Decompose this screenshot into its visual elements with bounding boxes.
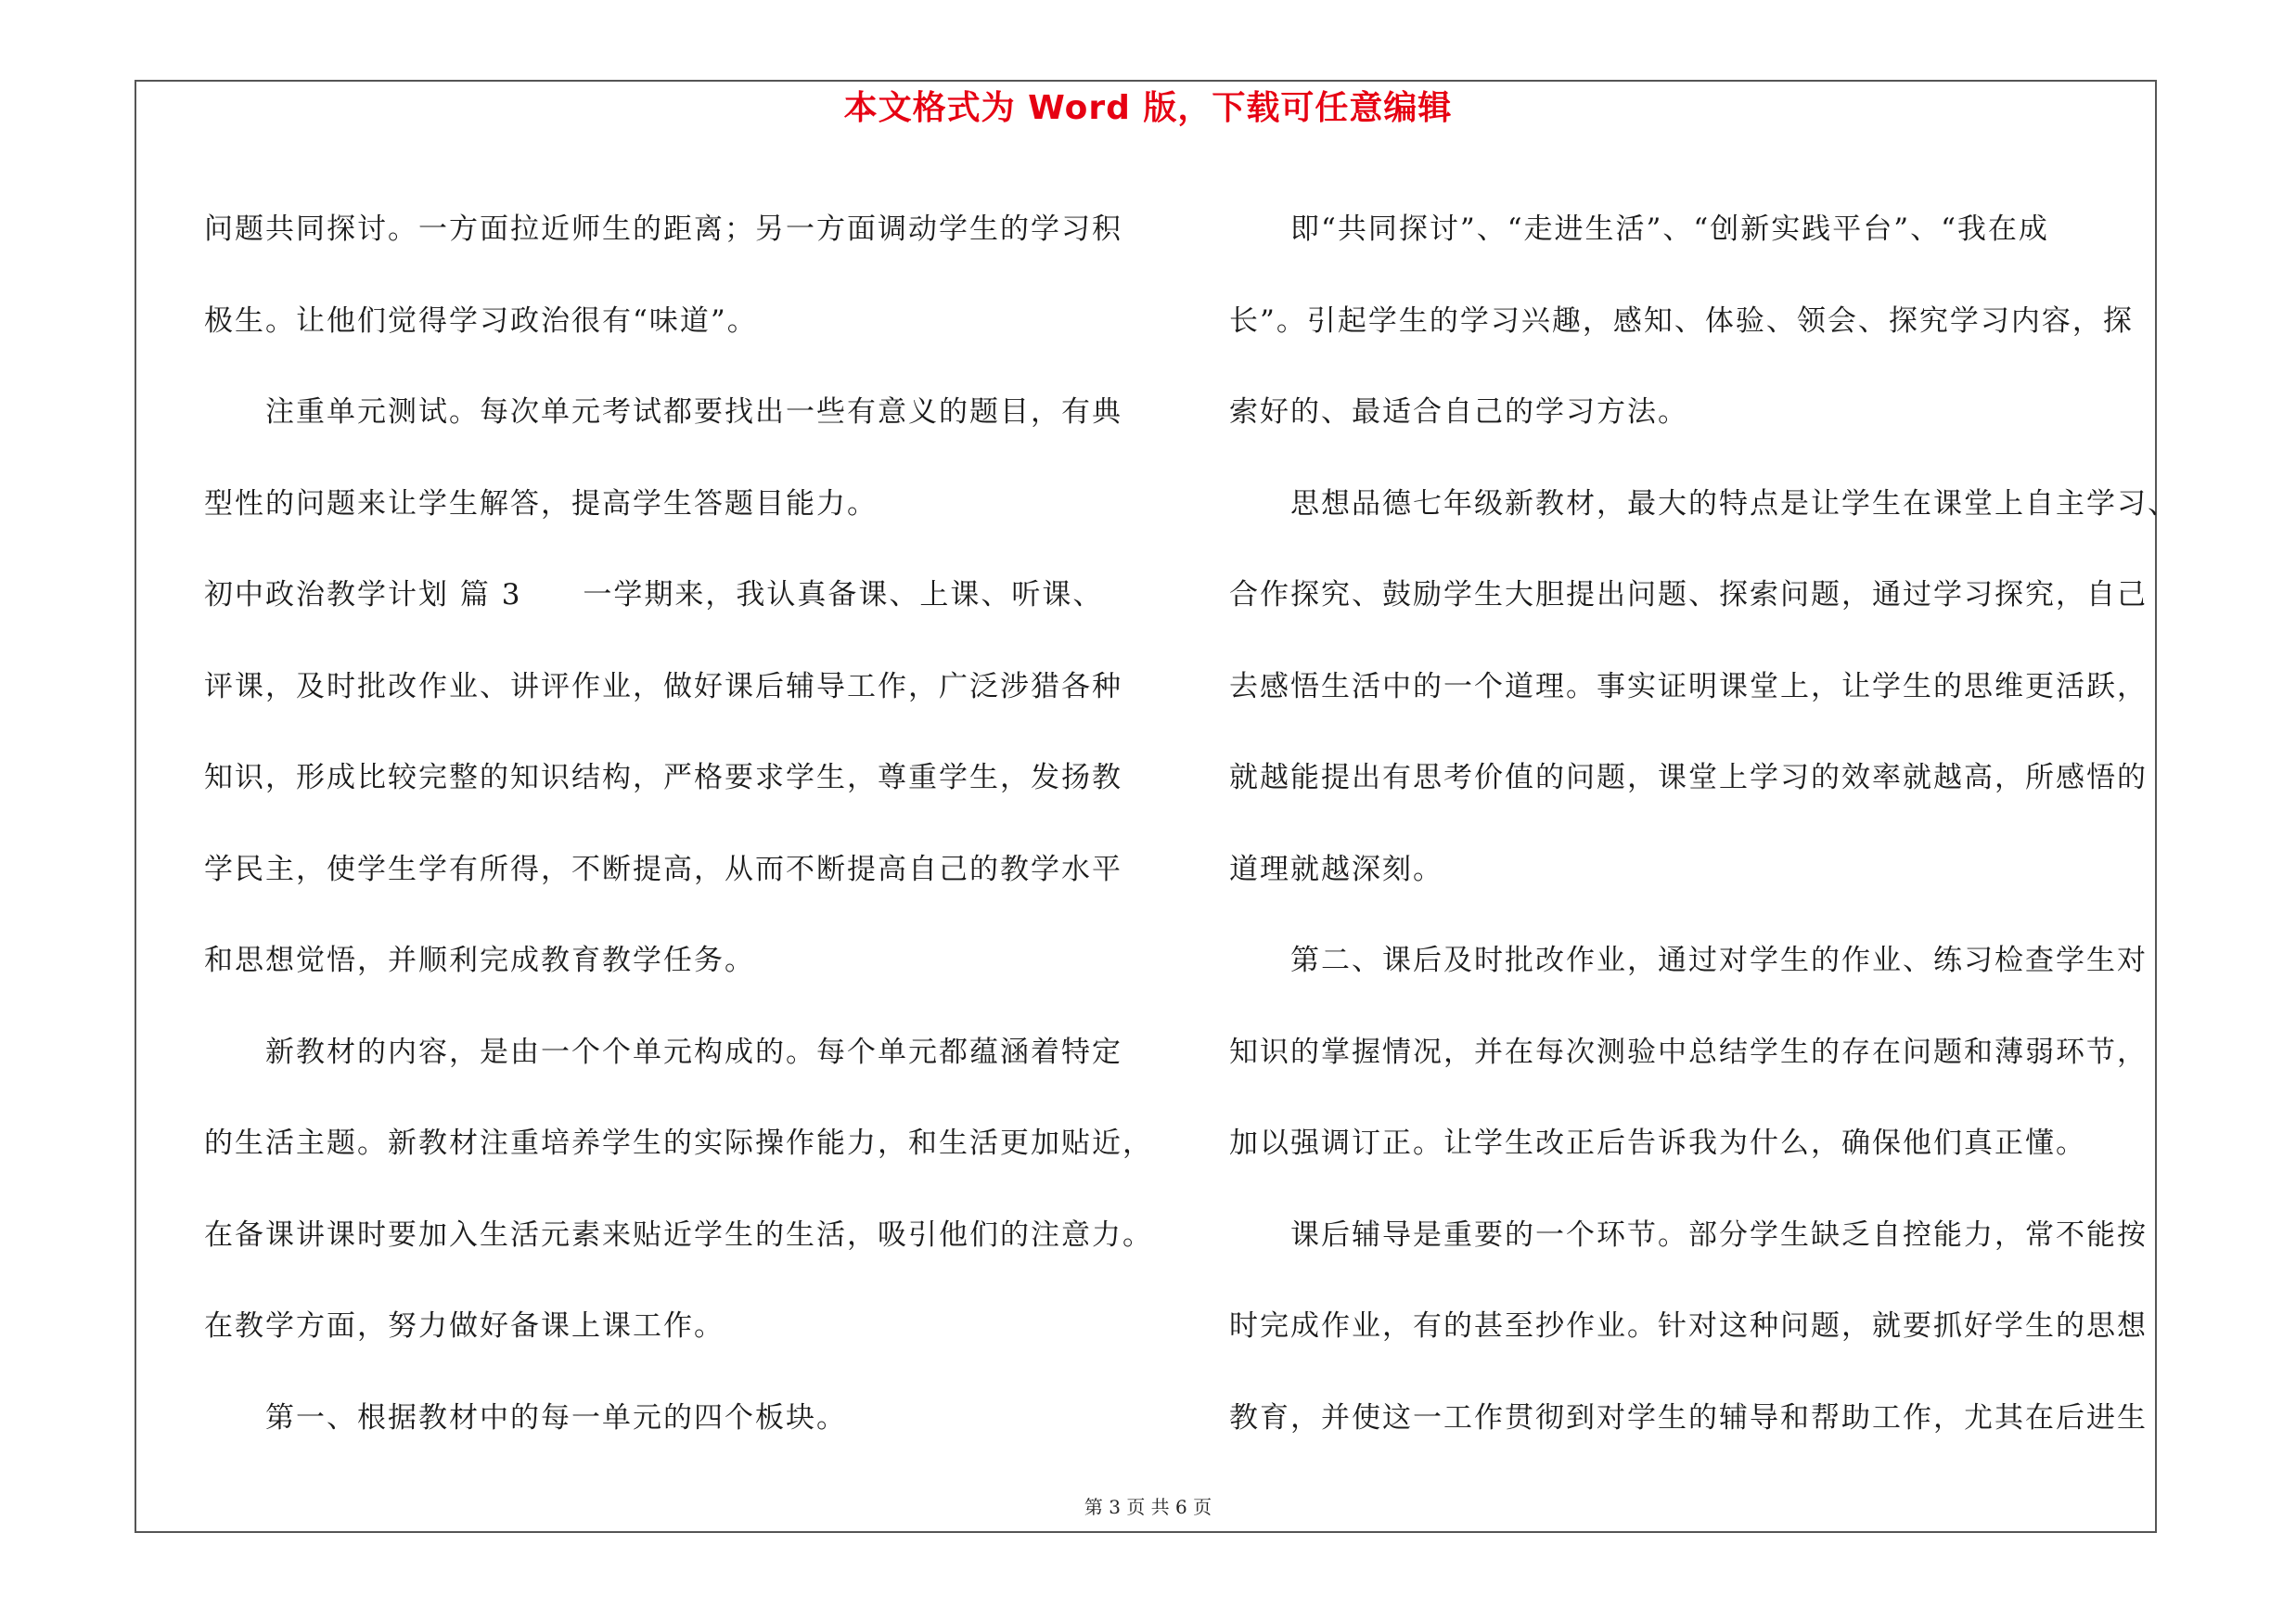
left-column xyxy=(204,184,1153,1463)
text-line: 和思想觉悟，并顺利完成教育教学任务。 xyxy=(204,944,755,977)
text-line: 问题共同探讨。一方面拉近师生的距离；另一方面调动学生的学习积 xyxy=(204,213,1122,246)
text-line: 在教学方面，努力做好备课上课工作。 xyxy=(204,1309,725,1343)
text-line: 知识的掌握情况，并在每次测验中总结学生的存在问题和薄弱环节， xyxy=(1229,1035,2148,1069)
text-line: 时完成作业，有的甚至抄作业。针对这种问题，就要抓好学生的思想 xyxy=(1229,1309,2148,1343)
text-line: 的生活主题。新教材注重培养学生的实际操作能力，和生活更加贴近， xyxy=(204,1127,1153,1160)
text-line: 索好的、最适合自己的学习方法。 xyxy=(1229,395,1688,429)
text-line: 知识，形成比较完整的知识结构，严格要求学生，尊重学生，发扬教 xyxy=(204,761,1122,794)
text-line: 第二、课后及时批改作业，通过对学生的作业、练习检查学生对 xyxy=(1229,944,2148,977)
text-line: 长”。引起学生的学习兴趣，感知、体验、领会、探究学习内容，探 xyxy=(1229,303,2134,338)
text-line: 新教材的内容，是由一个个单元构成的。每个单元都蕴涵着特定 xyxy=(204,1035,1122,1069)
text-line: 评课，及时批改作业、讲评作业，做好课后辅导工作，广泛涉猎各种 xyxy=(204,669,1122,703)
text-line: 合作探究、鼓励学生大胆提出问题、探索问题，通过学习探究，自己 xyxy=(1229,578,2148,612)
right-column xyxy=(1229,184,2178,1463)
text-line: 去感悟生活中的一个道理。事实证明课堂上，让学生的思维更活跃， xyxy=(1229,669,2148,703)
text-line: 注重单元测试。每次单元考试都要找出一些有意义的题目，有典 xyxy=(204,395,1122,429)
word-format-banner: 本文格式为 Word 版，下载可任意编辑 xyxy=(843,89,1453,127)
text-line: 道理就越深刻。 xyxy=(1229,852,1443,886)
text-line: 课后辅导是重要的一个环节。部分学生缺乏自控能力，常不能按 xyxy=(1229,1217,2148,1252)
text-line: 在备课讲课时要加入生活元素来贴近学生的生活，吸引他们的注意力。 xyxy=(204,1217,1153,1252)
text-line: 思想品德七年级新教材，最大的特点是让学生在课堂上自主学习、 xyxy=(1229,486,2178,521)
text-line: 第一、根据教材中的每一单元的四个板块。 xyxy=(204,1400,847,1435)
section-heading-line: 初中政治教学计划 篇 3 一学期来，我认真备课、上课、听课、 xyxy=(204,578,1104,612)
text-line: 加以强调订正。让学生改正后告诉我为什么，确保他们真正懂。 xyxy=(1229,1127,2086,1160)
text-line: 教育，并使这一工作贯彻到对学生的辅导和帮助工作，尤其在后进生 xyxy=(1229,1400,2148,1435)
text-line: 即“共同探讨”、“走进生活”、“创新实践平台”、“我在成 xyxy=(1229,213,2049,246)
text-line: 型性的问题来让学生解答，提高学生答题目能力。 xyxy=(204,486,878,521)
text-line: 学民主，使学生学有所得，不断提高，从而不断提高自己的教学水平 xyxy=(204,852,1122,886)
page-number-footer: 第 3 页 共 6 页 xyxy=(1084,1496,1212,1518)
text-line: 极生。让他们觉得学习政治很有“味道”。 xyxy=(204,303,758,338)
text-line: 就越能提出有思考价值的问题，课堂上学习的效率就越高，所感悟的 xyxy=(1229,761,2148,794)
